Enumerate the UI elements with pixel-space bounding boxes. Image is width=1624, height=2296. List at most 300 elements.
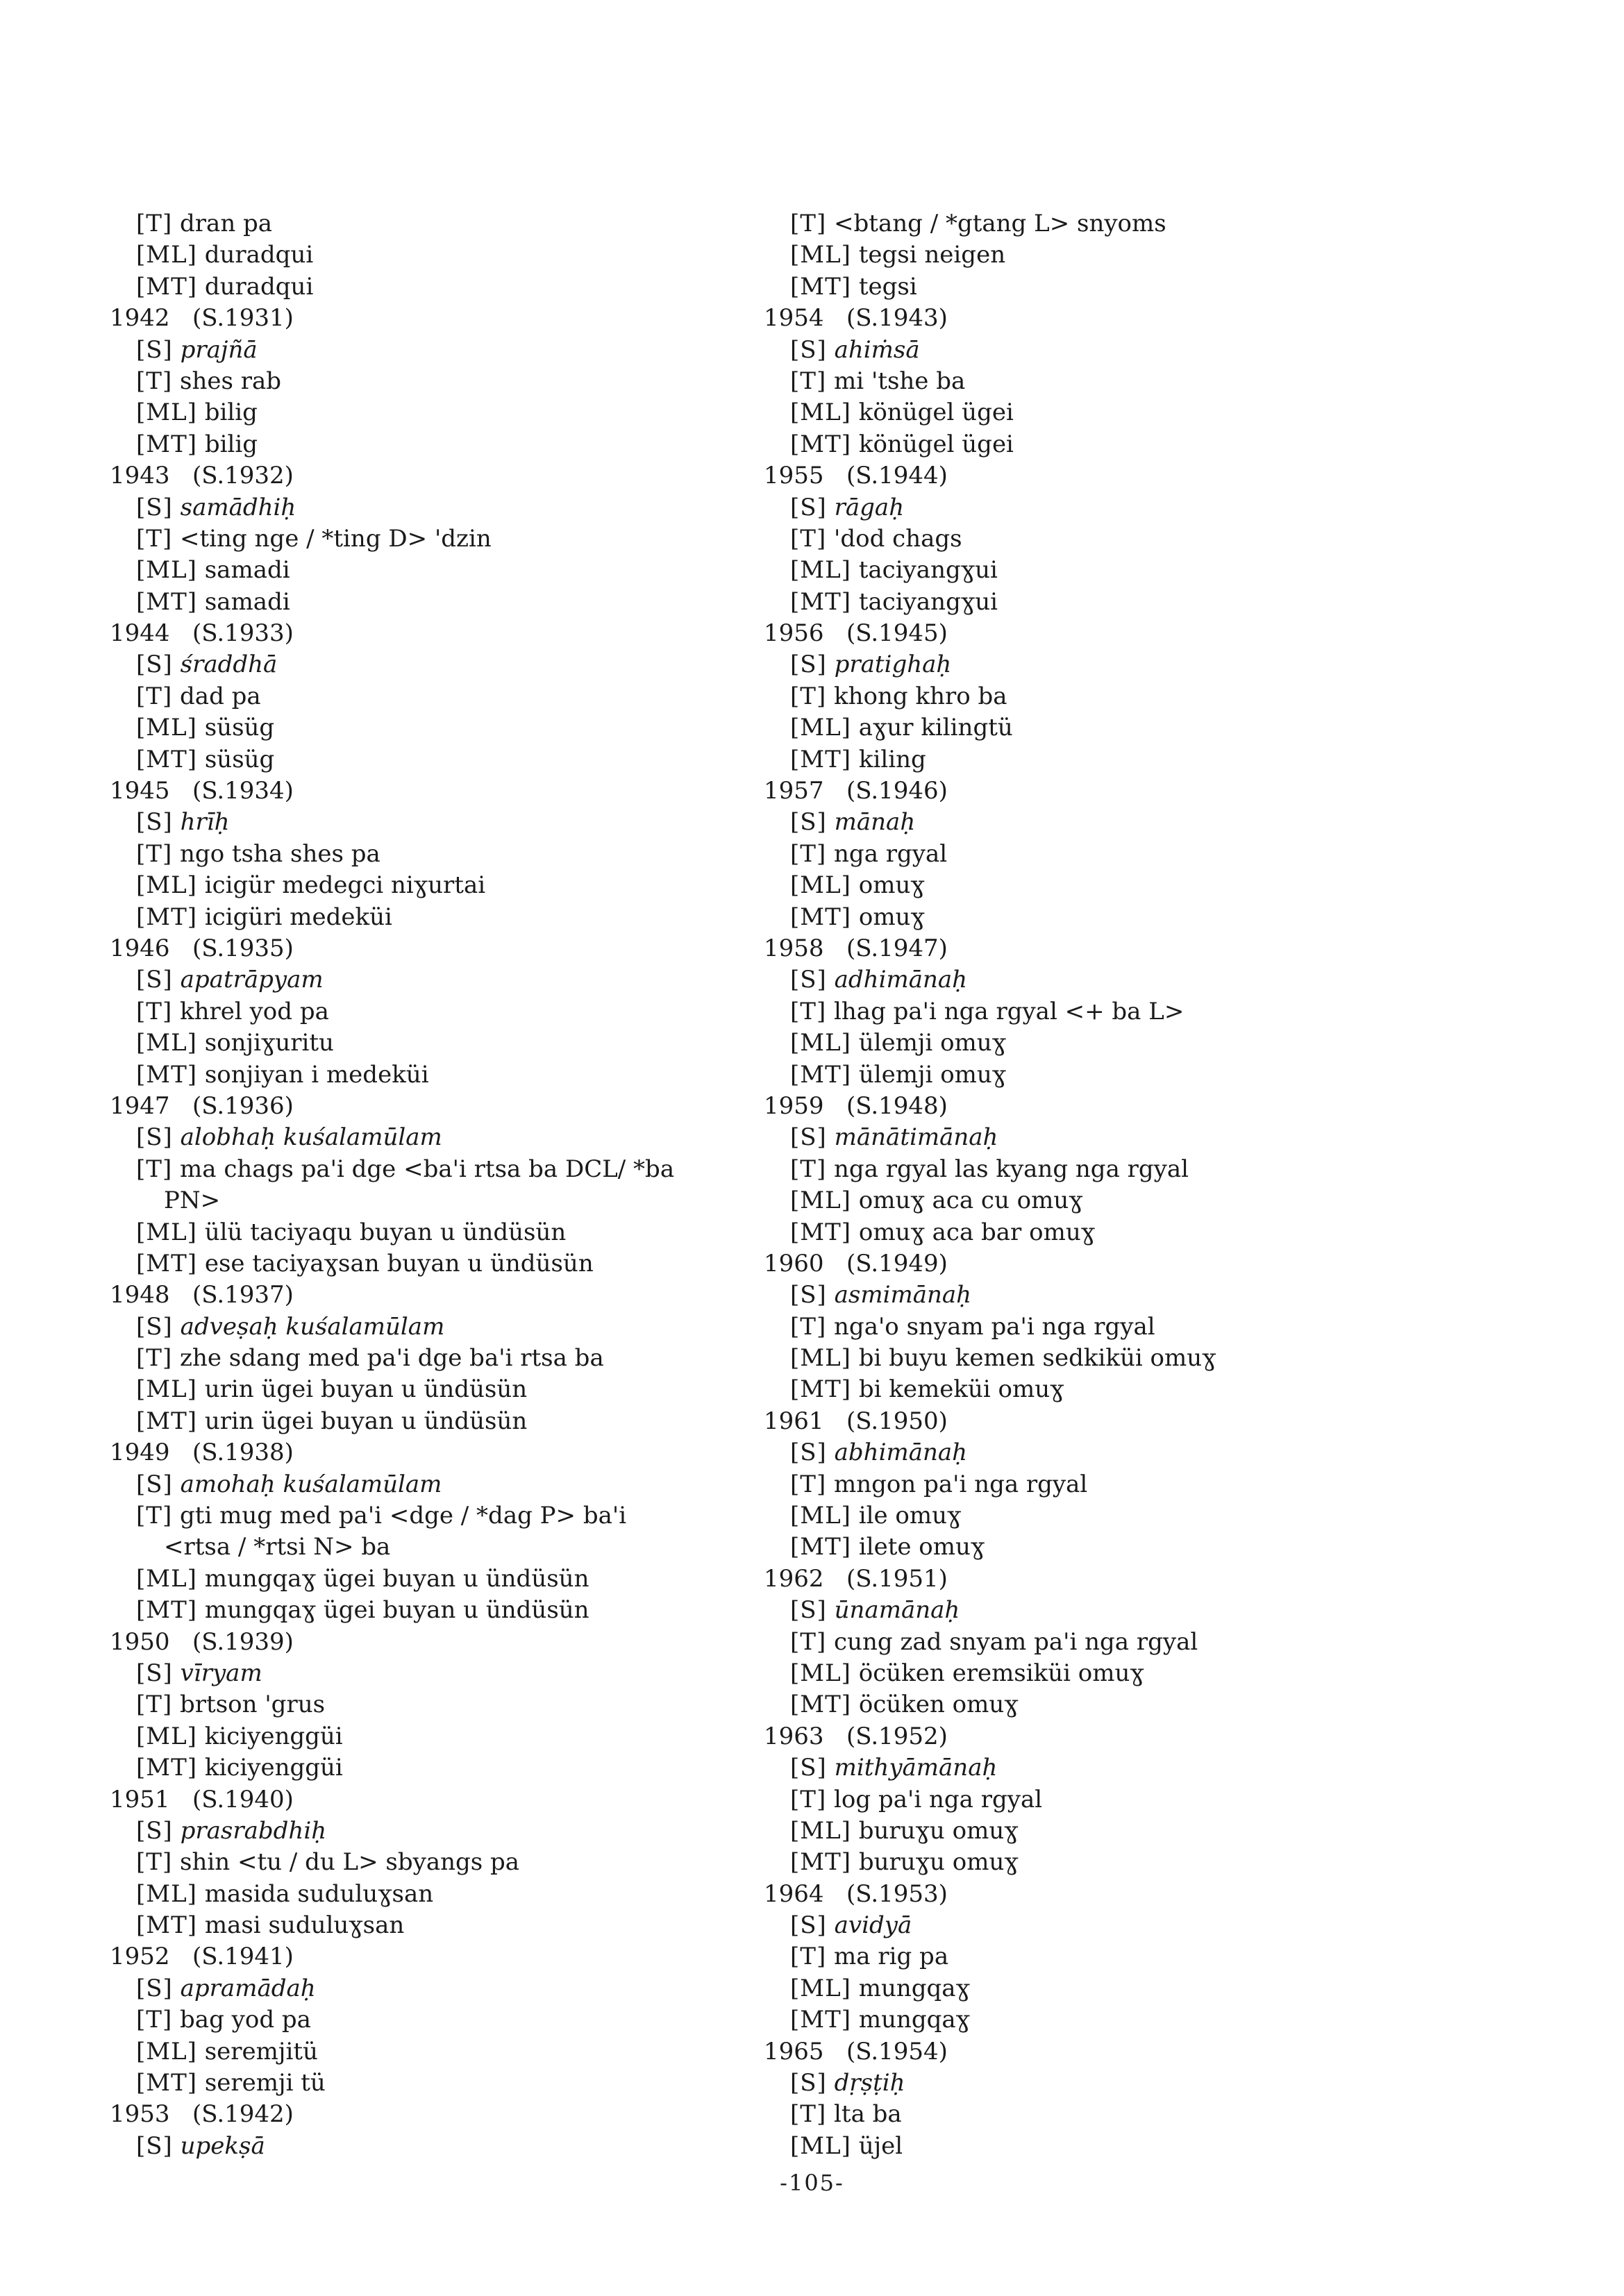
translation-line: [110, 839, 804, 870]
language-tag: [T]: [790, 1785, 827, 1813]
language-tag: [T]: [136, 1502, 173, 1530]
source-reference: (S.1937): [192, 1281, 294, 1309]
translation-text: PN>: [164, 1187, 221, 1215]
entry-number-line: [110, 2099, 804, 2130]
entry-number-line: [764, 933, 1458, 964]
translation-text: masida suduluɣsan: [204, 1879, 434, 1908]
language-tag: [MT]: [790, 1848, 852, 1877]
translation-line: [764, 2131, 1458, 2162]
language-tag: [ML]: [136, 2037, 197, 2065]
language-tag: [ML]: [136, 1375, 197, 1404]
entry-number: 1943: [110, 462, 170, 490]
entry-number: 1942: [110, 304, 170, 333]
entry-number-line: [764, 2036, 1458, 2068]
page-number: -105-: [780, 2170, 844, 2196]
entry-number: 1962: [764, 1564, 824, 1593]
translation-line: [110, 649, 804, 680]
left-column: [110, 208, 804, 2162]
language-tag: [ML]: [136, 556, 197, 585]
translation-text: mungqaɣ ügei buyan u ündüsün: [204, 1596, 589, 1625]
translation-line: [110, 335, 804, 366]
language-tag: [S]: [136, 335, 173, 364]
translation-text: zhe sdang med pa'i dge ba'i rtsa ba: [180, 1344, 604, 1373]
sanskrit-term: prajñā: [180, 335, 258, 364]
translation-line: [110, 1532, 804, 1563]
language-tag: [T]: [136, 1691, 173, 1719]
entry-number-line: [110, 1627, 804, 1658]
entry-number: 1945: [110, 777, 170, 805]
translation-line: [764, 1122, 1458, 1153]
translation-line: [764, 1312, 1458, 1343]
language-tag: [ML]: [790, 1344, 851, 1373]
translation-text: omuɣ aca cu omuɣ: [858, 1187, 1083, 1215]
language-tag: [MT]: [790, 745, 852, 773]
translation-line: [110, 681, 804, 712]
translation-line: [110, 1847, 804, 1878]
translation-line: [764, 1816, 1458, 1847]
source-reference: (S.1954): [846, 2037, 948, 2065]
language-tag: [ML]: [136, 1564, 197, 1593]
source-reference: (S.1952): [846, 1722, 948, 1750]
language-tag: [ML]: [790, 1974, 851, 2002]
sanskrit-term: prasrabdhiḥ: [180, 1816, 327, 1845]
translation-line: [764, 1689, 1458, 1720]
language-tag: [T]: [790, 839, 827, 868]
sanskrit-term: adveṣaḥ kuśalamūlam: [180, 1312, 445, 1341]
language-tag: [T]: [136, 367, 173, 395]
entry-number-line: [764, 460, 1458, 492]
translation-line: [110, 2131, 804, 2162]
language-tag: [MT]: [136, 745, 198, 773]
language-tag: [S]: [136, 966, 173, 994]
translation-line: [764, 555, 1458, 586]
translation-line: [110, 1248, 804, 1280]
language-tag: [MT]: [790, 1533, 852, 1561]
language-tag: [S]: [136, 808, 173, 837]
translation-text: 'dod chags: [834, 524, 962, 553]
language-tag: [MT]: [790, 587, 852, 616]
translation-line: [764, 366, 1458, 397]
translation-text: mi 'tshe ba: [834, 367, 966, 395]
translation-text: taciyangɣui: [858, 587, 998, 616]
translation-line: [764, 208, 1458, 240]
language-tag: [S]: [136, 1123, 173, 1152]
entry-number-line: [764, 1248, 1458, 1280]
translation-text: sonjiɣuritu: [204, 1029, 334, 1057]
translation-text: dad pa: [180, 682, 261, 710]
translation-line: [110, 1658, 804, 1689]
translation-line: [110, 366, 804, 397]
sanskrit-term: mithyāmānaḥ: [834, 1754, 998, 1782]
source-reference: (S.1944): [846, 462, 948, 490]
source-reference: (S.1934): [192, 777, 294, 805]
translation-line: [764, 1847, 1458, 1878]
translation-text: kiciyenggüi: [204, 1754, 343, 1782]
language-tag: [ML]: [136, 1879, 197, 1908]
translation-line: [764, 397, 1458, 428]
translation-line: [110, 807, 804, 838]
sanskrit-term: apatrāpyam: [180, 966, 324, 994]
translation-text: duradqui: [204, 241, 314, 269]
translation-line: [110, 1122, 804, 1153]
language-tag: [T]: [790, 1627, 827, 1656]
entry-number: 1957: [764, 777, 824, 805]
language-tag: [ML]: [136, 1218, 197, 1246]
entry-number: 1954: [764, 304, 824, 333]
translation-line: [764, 587, 1458, 618]
source-reference: (S.1941): [192, 1943, 294, 1971]
language-tag: [ML]: [790, 1029, 851, 1057]
language-tag: [ML]: [136, 871, 197, 900]
translation-line: [764, 996, 1458, 1028]
translation-line: [110, 587, 804, 618]
language-tag: [S]: [790, 808, 827, 837]
translation-line: [764, 1374, 1458, 1405]
translation-line: [764, 1154, 1458, 1185]
language-tag: [MT]: [790, 430, 852, 458]
entry-number-line: [110, 776, 804, 807]
translation-text: ülü taciyaqu buyan u ündüsün: [204, 1218, 567, 1246]
language-tag: [ML]: [136, 1029, 197, 1057]
language-tag: [ML]: [790, 556, 851, 585]
translation-line: [764, 649, 1458, 680]
language-tag: [T]: [136, 1344, 173, 1373]
entry-number: 1959: [764, 1091, 824, 1120]
sanskrit-term: ūnamānaḥ: [834, 1596, 960, 1625]
entry-number: 1956: [764, 619, 824, 648]
sanskrit-term: hrīḥ: [180, 808, 230, 837]
language-tag: [T]: [790, 1312, 827, 1341]
sanskrit-term: adhimānaḥ: [834, 966, 968, 994]
translation-line: [110, 429, 804, 460]
language-tag: [S]: [790, 1596, 827, 1625]
sanskrit-term: avidyā: [834, 1911, 912, 1940]
translation-line: [764, 2004, 1458, 2036]
language-tag: [MT]: [136, 1060, 198, 1089]
language-tag: [T]: [136, 2006, 173, 2034]
source-reference: (S.1943): [846, 304, 948, 333]
translation-line: [110, 744, 804, 776]
language-tag: [MT]: [790, 1218, 852, 1246]
sanskrit-term: śraddhā: [180, 651, 278, 679]
translation-line: [110, 523, 804, 555]
language-tag: [MT]: [136, 1596, 198, 1625]
language-tag: [MT]: [136, 1754, 198, 1782]
translation-line: [764, 1784, 1458, 1816]
translation-line: [764, 712, 1458, 744]
translation-line: [764, 240, 1458, 271]
translation-text: tegsi: [858, 272, 917, 301]
language-tag: [S]: [790, 1911, 827, 1940]
translation-text: mungqaɣ: [858, 2006, 971, 2034]
translation-text: mungqaɣ: [858, 1974, 970, 2002]
language-tag: [T]: [790, 997, 827, 1025]
language-tag: [MT]: [790, 1691, 852, 1719]
translation-line: [110, 1973, 804, 2004]
translation-text: ma chags pa'i dge <ba'i rtsa ba DCL/ *ba: [180, 1155, 675, 1183]
source-reference: (S.1932): [192, 462, 294, 490]
translation-line: [110, 1343, 804, 1374]
translation-text: öcüken eremsiküi omuɣ: [858, 1659, 1144, 1687]
source-reference: (S.1949): [846, 1249, 948, 1277]
translation-line: [764, 1532, 1458, 1563]
entry-number: 1958: [764, 934, 824, 962]
translation-text: seremji tü: [204, 2069, 326, 2097]
sanskrit-term: mānaḥ: [834, 808, 916, 837]
language-tag: [ML]: [790, 1187, 851, 1215]
language-tag: [T]: [790, 1943, 827, 1971]
translation-line: [764, 429, 1458, 460]
language-tag: [MT]: [136, 430, 198, 458]
entry-number: 1963: [764, 1722, 824, 1750]
entry-number-line: [764, 618, 1458, 649]
sanskrit-term: asmimānaḥ: [834, 1281, 972, 1309]
language-tag: [T]: [136, 210, 173, 237]
translation-text: süsüg: [204, 745, 275, 773]
sanskrit-term: samādhiḥ: [180, 493, 296, 521]
translation-line: [764, 1469, 1458, 1500]
translation-text: aɣur kilingtü: [858, 714, 1013, 742]
translation-text: urin ügei buyan u ündüsün: [204, 1375, 528, 1404]
translation-text: <btang / *gtang L> snyoms: [834, 210, 1166, 237]
translation-line: [764, 1437, 1458, 1468]
language-tag: [T]: [136, 1155, 173, 1183]
language-tag: [S]: [790, 966, 827, 994]
entry-number-line: [110, 1941, 804, 1972]
translation-line: [764, 1280, 1458, 1311]
sanskrit-term: abhimānaḥ: [834, 1439, 968, 1467]
translation-line: [110, 1752, 804, 1784]
translation-text: brtson 'grus: [180, 1691, 326, 1719]
translation-line: [110, 1374, 804, 1405]
translation-line: [764, 870, 1458, 901]
translation-line: [110, 964, 804, 996]
language-tag: [T]: [790, 1470, 827, 1498]
language-tag: [ML]: [136, 399, 197, 427]
language-tag: [S]: [136, 1659, 173, 1687]
language-tag: [MT]: [136, 1911, 198, 1940]
translation-line: [764, 1343, 1458, 1374]
translation-text: icigüri medeküi: [204, 903, 392, 931]
source-reference: (S.1948): [846, 1091, 948, 1120]
translation-line: [764, 1059, 1458, 1091]
entry-number-line: [110, 303, 804, 334]
language-tag: [ML]: [790, 241, 851, 269]
translation-line: [110, 2068, 804, 2099]
translation-text: ese taciyaɣsan buyan u ündüsün: [204, 1249, 594, 1277]
language-tag: [ML]: [136, 1722, 197, 1750]
source-reference: (S.1951): [846, 1564, 948, 1593]
entry-number-line: [764, 1879, 1458, 1910]
sanskrit-term: pratighaḥ: [834, 651, 952, 679]
translation-line: [110, 1312, 804, 1343]
entry-number-line: [110, 1091, 804, 1122]
language-tag: [S]: [790, 1439, 827, 1467]
language-tag: [MT]: [790, 1375, 852, 1404]
language-tag: [S]: [136, 1312, 173, 1341]
translation-text: masi suduluɣsan: [204, 1911, 405, 1940]
language-tag: [MT]: [136, 903, 198, 931]
translation-text: süsüg: [204, 714, 275, 742]
translation-text: duradqui: [204, 272, 314, 301]
translation-text: gti mug med pa'i <dge / *dag P> ba'i: [180, 1502, 627, 1530]
entry-number: 1965: [764, 2037, 824, 2065]
translation-line: [764, 2068, 1458, 2099]
translation-text: omuɣ aca bar omuɣ: [858, 1218, 1096, 1246]
source-reference: (S.1939): [192, 1627, 294, 1656]
entry-number-line: [110, 933, 804, 964]
translation-line: [764, 744, 1458, 776]
language-tag: [MT]: [790, 272, 852, 301]
translation-line: [764, 807, 1458, 838]
translation-text: mungqaɣ ügei buyan u ündüsün: [204, 1564, 589, 1593]
language-tag: [MT]: [790, 2006, 852, 2034]
language-tag: [S]: [790, 493, 827, 521]
translation-line: [110, 555, 804, 586]
translation-text: <rtsa / *rtsi N> ba: [164, 1533, 391, 1561]
translation-line: [764, 681, 1458, 712]
translation-text: nga rgyal las kyang nga rgyal: [834, 1155, 1189, 1183]
translation-line: [110, 1910, 804, 1941]
translation-text: omuɣ: [858, 871, 925, 900]
language-tag: [ML]: [790, 1659, 851, 1687]
language-tag: [S]: [790, 1754, 827, 1782]
language-tag: [T]: [790, 524, 827, 553]
translation-line: [110, 870, 804, 901]
translation-line: [110, 2004, 804, 2036]
translation-line: [110, 712, 804, 744]
translation-line: [764, 523, 1458, 555]
entry-number-line: [764, 303, 1458, 334]
language-tag: [MT]: [136, 272, 198, 301]
translation-text: ile omuɣ: [858, 1502, 962, 1530]
source-reference: (S.1942): [192, 2100, 294, 2129]
entry-number-line: [764, 1721, 1458, 1752]
language-tag: [T]: [136, 1848, 173, 1877]
translation-text: khrel yod pa: [180, 997, 329, 1025]
language-tag: [T]: [136, 682, 173, 710]
entry-number: 1960: [764, 1249, 824, 1277]
sanskrit-term: amohaḥ kuśalamūlam: [180, 1470, 442, 1498]
translation-text: buruɣu omuɣ: [858, 1816, 1019, 1845]
entry-number: 1948: [110, 1281, 170, 1309]
entry-number: 1955: [764, 462, 824, 490]
translation-text: bilig: [204, 399, 258, 427]
sanskrit-term: ahiṁsā: [834, 335, 920, 364]
translation-text: log pa'i nga rgyal: [834, 1785, 1043, 1813]
translation-text: öcüken omuɣ: [858, 1691, 1019, 1719]
language-tag: [MT]: [136, 1407, 198, 1435]
language-tag: [S]: [136, 1816, 173, 1845]
translation-text: bilig: [204, 430, 258, 458]
translation-line: [764, 1627, 1458, 1658]
translation-line: [764, 335, 1458, 366]
entry-number: 1964: [764, 1879, 824, 1908]
translation-line: [764, 1217, 1458, 1248]
translation-line: [764, 1910, 1458, 1941]
translation-text: icigür medegci niɣurtai: [204, 871, 486, 900]
translation-line: [110, 1689, 804, 1720]
translation-text: sonjiyan i medeküi: [204, 1060, 429, 1089]
sanskrit-term: mānātimānaḥ: [834, 1123, 998, 1152]
translation-text: üjel: [858, 2131, 903, 2160]
translation-text: ilete omuɣ: [858, 1533, 985, 1561]
translation-line: [110, 1469, 804, 1500]
translation-line: [764, 1658, 1458, 1689]
entry-number: 1946: [110, 934, 170, 962]
translation-line: [764, 839, 1458, 870]
entry-number: 1944: [110, 619, 170, 648]
translation-line: [764, 271, 1458, 303]
translation-line: [764, 902, 1458, 933]
translation-text: ülemji omuɣ: [858, 1060, 1007, 1089]
source-reference: (S.1940): [192, 1785, 294, 1813]
translation-text: khong khro ba: [834, 682, 1007, 710]
translation-line: [110, 1721, 804, 1752]
translation-text: kiling: [858, 745, 926, 773]
language-tag: [S]: [136, 2131, 173, 2160]
translation-line: [110, 240, 804, 271]
language-tag: [T]: [790, 1155, 827, 1183]
translation-text: lhag pa'i nga rgyal <+ ba L>: [834, 997, 1184, 1025]
sanskrit-term: rāgaḥ: [834, 493, 905, 521]
translation-text: shin <tu / du L> sbyangs pa: [180, 1848, 520, 1877]
language-tag: [MT]: [790, 1060, 852, 1089]
translation-line: [110, 271, 804, 303]
entry-number-line: [110, 1784, 804, 1816]
translation-text: urin ügei buyan u ündüsün: [204, 1407, 528, 1435]
translation-text: bi kemeküi omuɣ: [858, 1375, 1064, 1404]
translation-text: könügel ügei: [858, 430, 1014, 458]
language-tag: [ML]: [790, 1816, 851, 1845]
translation-line: [764, 2099, 1458, 2130]
language-tag: [S]: [136, 1974, 173, 2002]
translation-line: [110, 1879, 804, 1910]
language-tag: [ML]: [790, 1502, 851, 1530]
source-reference: (S.1947): [846, 934, 948, 962]
translation-line: [110, 397, 804, 428]
translation-line: [110, 1028, 804, 1059]
translation-text: bag yod pa: [180, 2006, 311, 2034]
sanskrit-term: alobhaḥ kuśalamūlam: [180, 1123, 442, 1152]
source-reference: (S.1946): [846, 777, 948, 805]
language-tag: [S]: [790, 651, 827, 679]
translation-line: [110, 208, 804, 240]
translation-line: [110, 1185, 804, 1216]
translation-text: könügel ügei: [858, 399, 1014, 427]
entry-number: 1949: [110, 1439, 170, 1467]
language-tag: [MT]: [136, 587, 198, 616]
language-tag: [T]: [136, 524, 173, 553]
entry-number-line: [764, 776, 1458, 807]
translation-text: mngon pa'i nga rgyal: [834, 1470, 1088, 1498]
translation-line: [110, 1500, 804, 1532]
source-reference: (S.1935): [192, 934, 294, 962]
language-tag: [T]: [136, 997, 173, 1025]
translation-text: buruɣu omuɣ: [858, 1848, 1019, 1877]
entry-number-line: [764, 1406, 1458, 1437]
translation-text: shes rab: [180, 367, 282, 395]
translation-line: [764, 492, 1458, 523]
translation-text: bi buyu kemen sedkiküi omuɣ: [858, 1344, 1216, 1373]
language-tag: [ML]: [790, 399, 851, 427]
right-column: [764, 208, 1458, 2162]
translation-line: [764, 1185, 1458, 1216]
translation-text: cung zad snyam pa'i nga rgyal: [834, 1627, 1198, 1656]
translation-text: samadi: [204, 556, 290, 585]
translation-text: nga rgyal: [834, 839, 948, 868]
entry-number-line: [764, 1091, 1458, 1122]
